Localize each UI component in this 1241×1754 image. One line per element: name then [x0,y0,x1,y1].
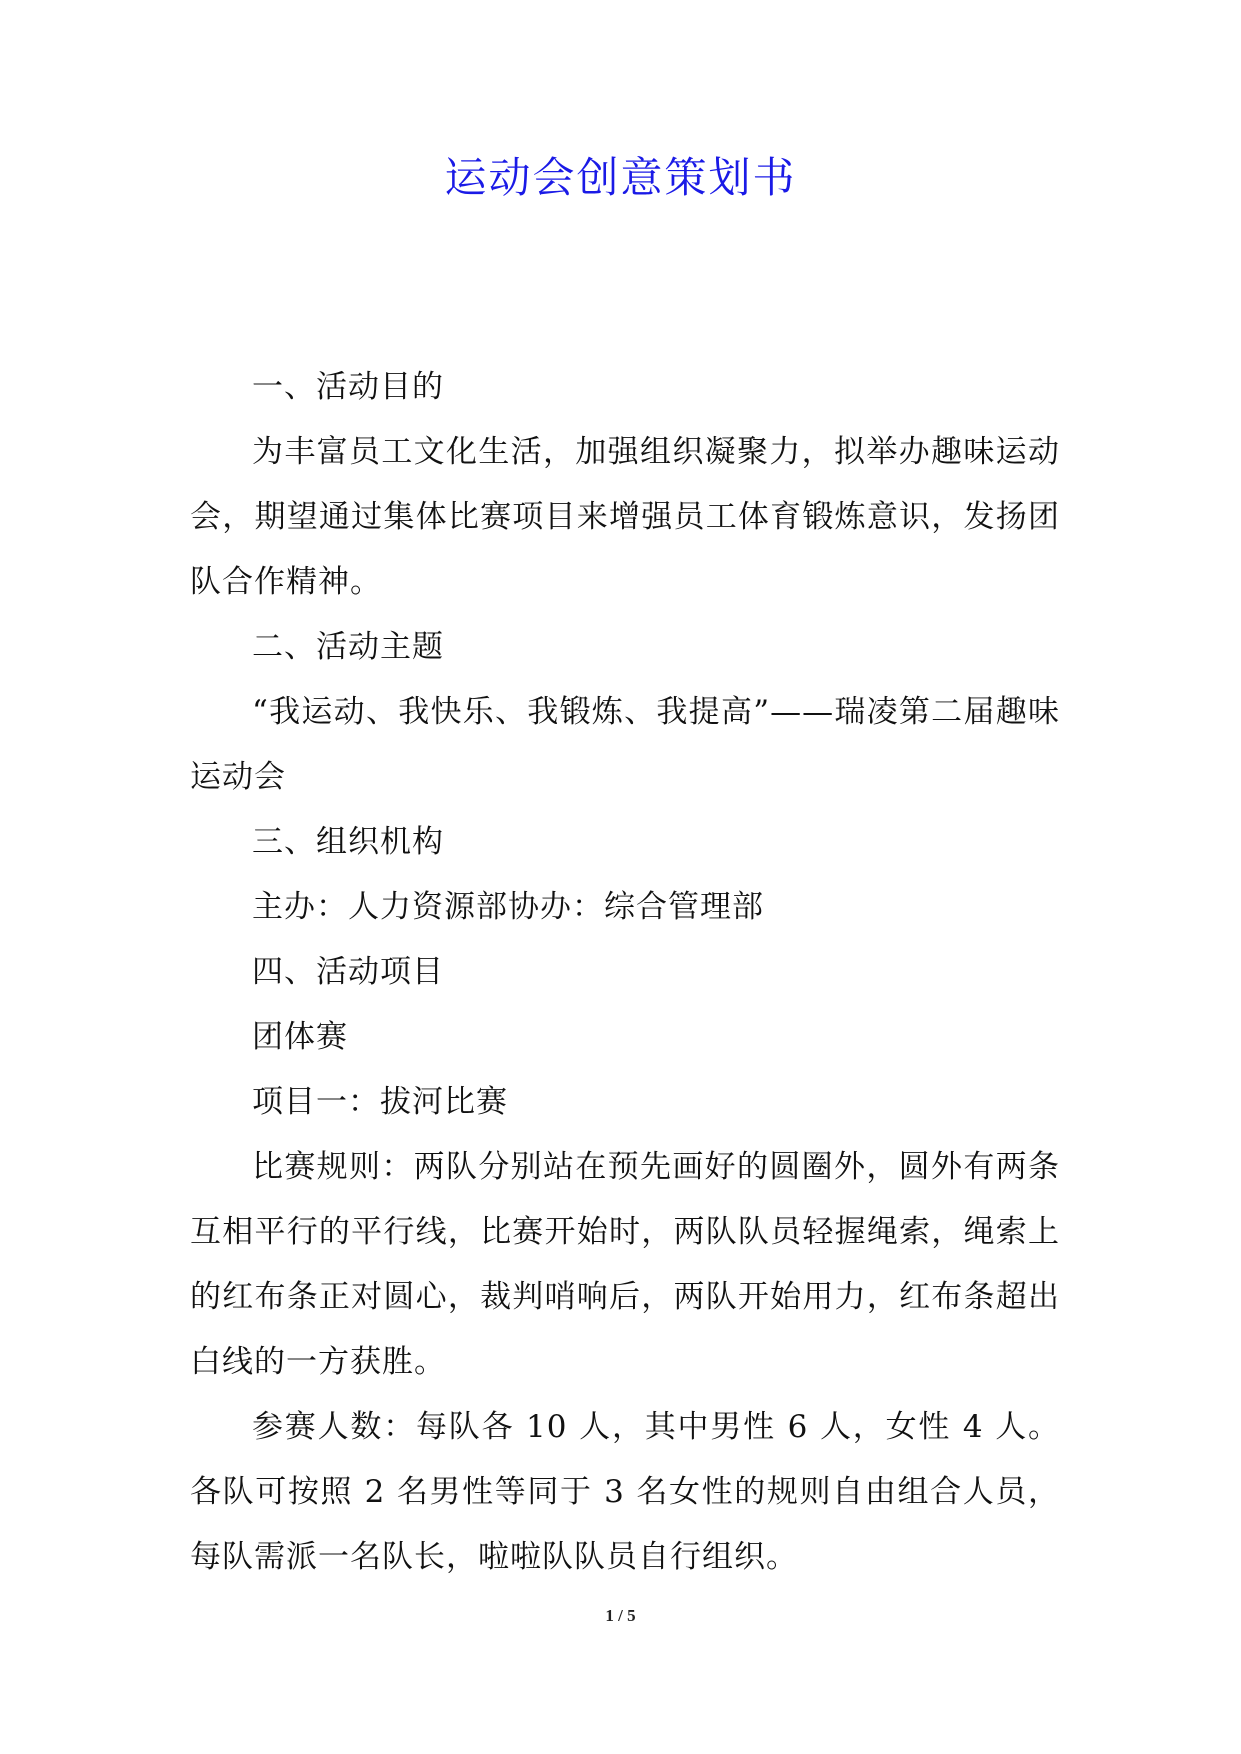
section-heading-events: 四、活动项目 [252,954,444,990]
paragraph-organization: 主办：人力资源部协办：综合管理部 [252,889,764,925]
paragraph-rules: 比赛规则：两队分别站在预先画好的圆圈外，圆外有两条互相平行的平行线，比赛开始时，两队队员轻握绳索，绳索上的红布条正对圆心，裁判哨响后，两队开始用力，红布条超出白线的一方获胜。 [190,1149,1060,1380]
section-heading-theme: 二、活动主题 [252,629,444,665]
paragraph-theme: “我运动、我快乐、我锻炼、我提高”——瑞凌第二届趣味运动会 [190,694,1060,795]
document-body [190,355,1060,1590]
section-heading-purpose: 一、活动目的 [252,369,444,405]
page-number: 1 / 5 [605,1606,636,1625]
paragraph-event-one: 项目一：拔河比赛 [252,1084,508,1120]
paragraph-team-event: 团体赛 [252,1019,348,1055]
paragraph-participants: 参赛人数：每队各 10 人，其中男性 6 人，女性 4 人。各队可按照 2 名男性等同于 3 名女性的规则自由组合人员，每队需派一名队长，啦啦队队员自行组织。 [190,1409,1060,1575]
document-title: 运动会创意策划书 [444,153,797,202]
paragraph-purpose: 为丰富员工文化生活，加强组织凝聚力，拟举办趣味运动会，期望通过集体比赛项目来增强员工体育锻炼意识，发扬团队合作精神。 [190,434,1060,600]
section-heading-organization: 三、组织机构 [252,824,444,860]
